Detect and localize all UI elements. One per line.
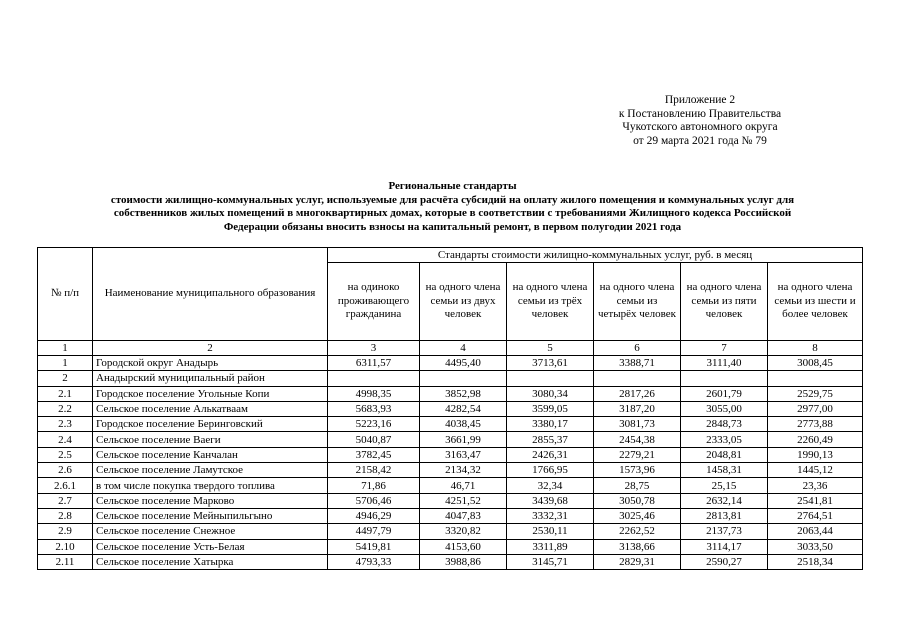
municipality-name: Сельское поселение Канчалан: [93, 447, 328, 462]
cost-value: 3852,98: [420, 386, 507, 401]
cost-value: 4251,52: [420, 493, 507, 508]
row-number: 2: [38, 371, 93, 386]
cost-value: 2848,73: [681, 417, 768, 432]
appendix-line-1: Приложение 2: [664, 94, 736, 106]
row-number: 2.1: [38, 386, 93, 401]
cost-value: 4495,40: [420, 356, 507, 371]
cost-value: 2530,11: [507, 524, 594, 539]
cost-value: 2518,34: [768, 554, 863, 569]
cost-value: 3111,40: [681, 356, 768, 371]
cost-value: 1445,12: [768, 463, 863, 478]
col-number: 1: [38, 341, 93, 356]
municipality-name: Сельское поселение Ламутское: [93, 463, 328, 478]
cost-value: [681, 371, 768, 386]
cost-value: 3055,00: [681, 401, 768, 416]
cost-value: 5040,87: [328, 432, 420, 447]
municipality-name: Городское поселение Беринговский: [93, 417, 328, 432]
cost-value: [420, 371, 507, 386]
cost-value: 2541,81: [768, 493, 863, 508]
row-number: 2.8: [38, 508, 93, 523]
cost-value: 2262,52: [594, 524, 681, 539]
cost-value: 28,75: [594, 478, 681, 493]
cost-value: 5223,16: [328, 417, 420, 432]
cost-value: 4946,29: [328, 508, 420, 523]
cost-value: 3050,78: [594, 493, 681, 508]
cost-value: 2855,37: [507, 432, 594, 447]
cost-value: 3988,86: [420, 554, 507, 569]
row-number: 2.4: [38, 432, 93, 447]
cost-value: 4153,60: [420, 539, 507, 554]
cost-value: 32,34: [507, 478, 594, 493]
column-numbering-row: [38, 341, 863, 356]
col-number: 8: [768, 341, 863, 356]
cost-value: 3138,66: [594, 539, 681, 554]
cost-value: 3332,31: [507, 508, 594, 523]
cost-value: 4998,35: [328, 386, 420, 401]
municipality-name: Сельское поселение Марково: [93, 493, 328, 508]
cost-value: 2454,38: [594, 432, 681, 447]
cost-value: 2158,42: [328, 463, 420, 478]
header-col-3: на одного члена семьи из трёх человек: [507, 263, 594, 341]
cost-value: [768, 371, 863, 386]
municipality-name: Сельское поселение Снежное: [93, 524, 328, 539]
row-number: 1: [38, 356, 93, 371]
cost-value: 2773,88: [768, 417, 863, 432]
col-number: 6: [594, 341, 681, 356]
cost-value: 3008,45: [768, 356, 863, 371]
row-number: 2.3: [38, 417, 93, 432]
document-title: [40, 180, 865, 234]
header-no: № п/п: [38, 248, 93, 341]
cost-value: 3081,73: [594, 417, 681, 432]
col-number: 5: [507, 341, 594, 356]
col-number: 2: [93, 341, 328, 356]
cost-value: 3320,82: [420, 524, 507, 539]
municipality-name: Сельское поселение Хатырка: [93, 554, 328, 569]
appendix-line-2: к Постановлению Правительства: [618, 107, 782, 120]
cost-value: 25,15: [681, 478, 768, 493]
cost-value: 1990,13: [768, 447, 863, 462]
cost-value: 2601,79: [681, 386, 768, 401]
cost-value: 3033,50: [768, 539, 863, 554]
cost-value: 3187,20: [594, 401, 681, 416]
cost-value: 3025,46: [594, 508, 681, 523]
cost-value: 3713,61: [507, 356, 594, 371]
table-row: [38, 386, 863, 401]
header-col-6: на одного члена семьи из шести и более человек: [768, 263, 863, 341]
table-row: [38, 478, 863, 493]
col-number: 4: [420, 341, 507, 356]
cost-value: 6311,57: [328, 356, 420, 371]
cost-value: 2764,51: [768, 508, 863, 523]
cost-value: 2260,49: [768, 432, 863, 447]
col-number: 3: [328, 341, 420, 356]
table-row: [38, 432, 863, 447]
cost-value: 71,86: [328, 478, 420, 493]
municipality-name: в том числе покупка твердого топлива: [93, 478, 328, 493]
cost-value: 4793,33: [328, 554, 420, 569]
row-number: 2.6.1: [38, 478, 93, 493]
cost-value: 3439,68: [507, 493, 594, 508]
cost-value: [328, 371, 420, 386]
tariff-table: [37, 247, 863, 570]
cost-value: [507, 371, 594, 386]
row-number: 2.6: [38, 463, 93, 478]
cost-value: 2829,31: [594, 554, 681, 569]
cost-value: 5706,46: [328, 493, 420, 508]
municipality-name: Сельское поселение Алькатваам: [93, 401, 328, 416]
cost-value: 4282,54: [420, 401, 507, 416]
cost-value: 2426,31: [507, 447, 594, 462]
header-group: Стандарты стоимости жилищно-коммунальных услуг, руб. в месяц: [328, 248, 863, 263]
cost-value: 3380,17: [507, 417, 594, 432]
header-col-4: на одного члена семьи из четырёх человек: [594, 263, 681, 341]
cost-value: 2333,05: [681, 432, 768, 447]
row-number: 2.2: [38, 401, 93, 416]
appendix-line-4: от 29 марта 2021 года № 79: [633, 134, 767, 147]
header-col-5: на одного члена семьи из пяти человек: [681, 263, 768, 341]
row-number: 2.10: [38, 539, 93, 554]
cost-value: 3145,71: [507, 554, 594, 569]
table-row: [38, 539, 863, 554]
header-col-2: на одного члена семьи из двух человек: [420, 263, 507, 341]
appendix-header: [580, 94, 820, 148]
cost-value: 4047,83: [420, 508, 507, 523]
table-row: [38, 463, 863, 478]
municipality-name: Сельское поселение Усть-Белая: [93, 539, 328, 554]
cost-value: 1766,95: [507, 463, 594, 478]
municipality-name: Сельское поселение Ваеги: [93, 432, 328, 447]
cost-value: 2134,32: [420, 463, 507, 478]
cost-value: 46,71: [420, 478, 507, 493]
appendix-line-3: Чукотского автономного округа: [622, 121, 778, 133]
cost-value: 3311,89: [507, 539, 594, 554]
table-row: [38, 356, 863, 371]
row-number: 2.5: [38, 447, 93, 462]
cost-value: 3782,45: [328, 447, 420, 462]
municipality-name: Сельское поселение Мейныпильгыно: [93, 508, 328, 523]
cost-value: 2813,81: [681, 508, 768, 523]
title-line-2: стоимости жилищно-коммунальных услуг, используемые для расчёта субсидий на оплату жилого помещения и коммунальных услуг для: [110, 193, 795, 206]
col-number: 7: [681, 341, 768, 356]
row-number: 2.9: [38, 524, 93, 539]
table-row: [38, 371, 863, 386]
cost-value: 4038,45: [420, 417, 507, 432]
cost-value: 23,36: [768, 478, 863, 493]
cost-value: 3163,47: [420, 447, 507, 462]
municipality-name: Городское поселение Угольные Копи: [93, 386, 328, 401]
cost-value: 2590,27: [681, 554, 768, 569]
table-row: [38, 401, 863, 416]
row-number: 2.7: [38, 493, 93, 508]
row-number: 2.11: [38, 554, 93, 569]
title-line-4: Федерации обязаны вносить взносы на капитальный ремонт, в первом полугодии 2021 года: [223, 220, 682, 233]
title-line-1: Региональные стандарты: [388, 180, 517, 192]
cost-value: 3661,99: [420, 432, 507, 447]
header-col-1: на одиноко проживающего гражданина: [328, 263, 420, 341]
cost-value: 2977,00: [768, 401, 863, 416]
cost-value: 3388,71: [594, 356, 681, 371]
cost-value: 2817,26: [594, 386, 681, 401]
cost-value: 2048,81: [681, 447, 768, 462]
title-line-3: собственников жилых помещений в многоквартирных домах, которые в соответствии с требованиями Жилищного кодекса Российской: [113, 207, 792, 220]
table-row: [38, 508, 863, 523]
cost-value: 4497,79: [328, 524, 420, 539]
cost-value: 2529,75: [768, 386, 863, 401]
municipality-name: Городской округ Анадырь: [93, 356, 328, 371]
table-row: [38, 447, 863, 462]
cost-value: [594, 371, 681, 386]
table-row: [38, 493, 863, 508]
table-row: [38, 554, 863, 569]
cost-value: 5419,81: [328, 539, 420, 554]
cost-value: 5683,93: [328, 401, 420, 416]
cost-value: 3599,05: [507, 401, 594, 416]
table-row: [38, 417, 863, 432]
header-name: Наименование муниципального образования: [93, 248, 328, 341]
cost-value: 2137,73: [681, 524, 768, 539]
cost-value: 1573,96: [594, 463, 681, 478]
cost-value: 1458,31: [681, 463, 768, 478]
cost-value: 3080,34: [507, 386, 594, 401]
cost-value: 3114,17: [681, 539, 768, 554]
cost-value: 2063,44: [768, 524, 863, 539]
table-body: [38, 356, 863, 570]
cost-value: 2632,14: [681, 493, 768, 508]
municipality-name: Анадырский муниципальный район: [93, 371, 328, 386]
cost-value: 2279,21: [594, 447, 681, 462]
table-row: [38, 524, 863, 539]
